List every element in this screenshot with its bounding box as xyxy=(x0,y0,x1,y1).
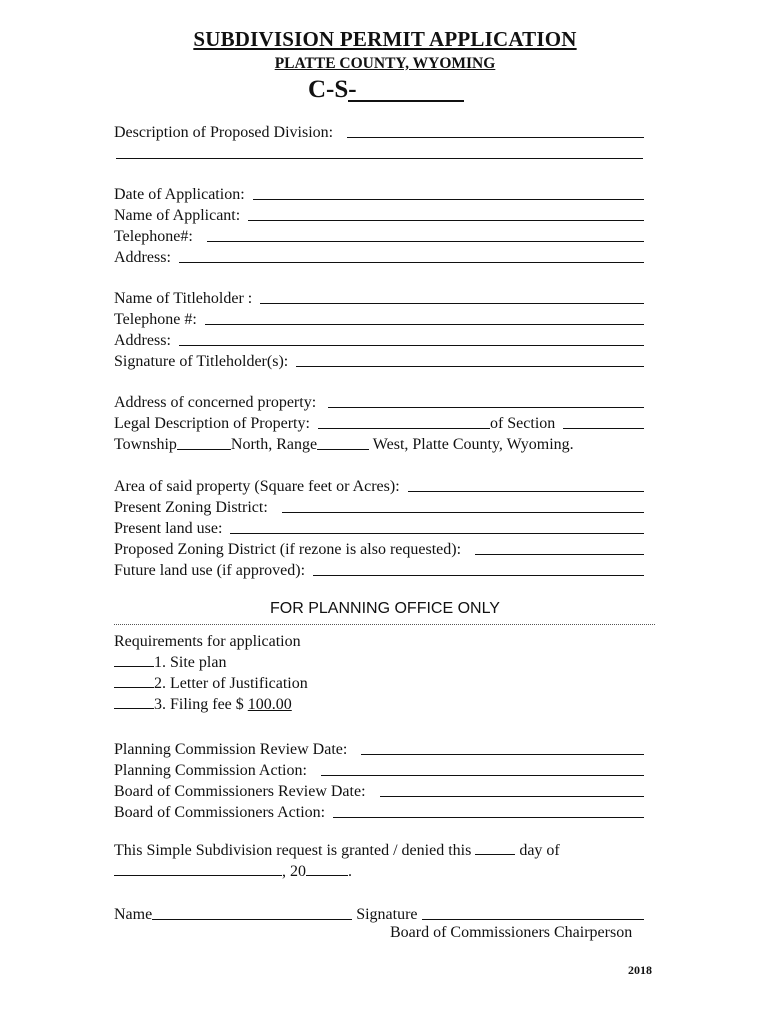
present-zoning-row xyxy=(114,495,644,517)
grant-statement xyxy=(114,842,560,860)
applicant-address-row xyxy=(114,245,644,267)
pc-action-row xyxy=(114,758,644,780)
present-land-use-field[interactable] xyxy=(230,533,644,534)
proposed-zoning-row xyxy=(114,537,644,559)
north-range-label: North, Range xyxy=(230,436,318,453)
boc-review-row xyxy=(114,779,644,801)
date-row xyxy=(114,182,644,204)
requirement-letter xyxy=(114,675,308,693)
titleholder-name-row xyxy=(114,286,644,308)
day-of-text: day of xyxy=(515,842,560,859)
section-divider xyxy=(114,624,655,625)
legal-description-label: Legal Description of Property: xyxy=(114,415,310,432)
form-subtitle: PLATTE COUNTY, WYOMING xyxy=(274,55,496,72)
property-address-row xyxy=(114,390,644,412)
letter-check[interactable] xyxy=(114,687,154,688)
titleholder-telephone-row xyxy=(114,307,644,329)
property-address-field[interactable] xyxy=(328,407,644,408)
boc-review-field[interactable] xyxy=(380,796,644,797)
future-land-use-row xyxy=(114,558,644,580)
applicant-telephone-label: Telephone#: xyxy=(114,228,193,245)
planning-office-heading: FOR PLANNING OFFICE ONLY xyxy=(270,600,500,617)
description-field[interactable] xyxy=(347,137,644,138)
present-land-use-row xyxy=(114,516,644,538)
letter-label: 2. Letter of Justification xyxy=(154,675,308,692)
case-number-field[interactable] xyxy=(348,100,464,102)
description-label: Description of Proposed Division: xyxy=(114,124,334,141)
grant-date-line xyxy=(114,863,352,881)
grant-month-field[interactable] xyxy=(114,875,282,876)
applicant-name-row xyxy=(114,203,644,225)
titleholder-address-row xyxy=(114,328,644,350)
township-label: Township xyxy=(114,436,177,453)
year-prefix: , 20 xyxy=(282,863,306,880)
requirement-site-plan xyxy=(114,654,226,672)
titleholder-name-field[interactable] xyxy=(260,303,644,304)
applicant-telephone-field[interactable] xyxy=(207,241,644,242)
grant-year-field[interactable] xyxy=(306,875,348,876)
titleholder-telephone-label: Telephone #: xyxy=(114,311,197,328)
township-field[interactable] xyxy=(177,449,231,450)
boc-action-row xyxy=(114,800,644,822)
titleholder-telephone-field[interactable] xyxy=(205,324,644,325)
chairperson-title: Board of Commissioners Chairperson xyxy=(390,924,633,941)
proposed-zoning-label: Proposed Zoning District (if rezone is also requested): xyxy=(114,541,462,558)
applicant-telephone-row xyxy=(114,224,644,246)
description-field-line-2[interactable] xyxy=(116,158,643,159)
titleholder-address-label: Address: xyxy=(114,332,171,349)
pc-action-label: Planning Commission Action: xyxy=(114,762,307,779)
area-row xyxy=(114,474,644,496)
chairperson-signature-row xyxy=(114,902,644,924)
form-revision-year: 2018 xyxy=(628,963,652,977)
chairperson-name-field[interactable] xyxy=(152,919,352,920)
future-land-use-label: Future land use (if approved): xyxy=(114,562,306,579)
present-land-use-label: Present land use: xyxy=(114,520,223,537)
pc-review-label: Planning Commission Review Date: xyxy=(114,741,348,758)
form-title: SUBDIVISION PERMIT APPLICATION xyxy=(193,27,577,51)
date-field[interactable] xyxy=(253,199,644,200)
titleholder-name-label: Name of Titleholder : xyxy=(114,290,253,307)
description-row xyxy=(114,120,644,142)
grant-text: This Simple Subdivision request is granted / denied this xyxy=(114,842,476,859)
filing-fee-check[interactable] xyxy=(114,708,154,709)
chairperson-signature-field[interactable] xyxy=(422,919,644,920)
legal-description-row xyxy=(114,411,644,433)
case-number-prefix: C-S- xyxy=(308,76,357,103)
boc-action-field[interactable] xyxy=(333,817,644,818)
titleholder-signature-label: Signature of Titleholder(s): xyxy=(114,353,289,370)
west-platte-label: West, Platte County, Wyoming. xyxy=(369,436,574,453)
site-plan-check[interactable] xyxy=(114,666,154,667)
boc-action-label: Board of Commissioners Action: xyxy=(114,804,326,821)
range-field[interactable] xyxy=(317,449,369,450)
signature-label: Signature xyxy=(352,906,422,923)
site-plan-label: 1. Site plan xyxy=(154,654,227,671)
property-address-label: Address of concerned property: xyxy=(114,394,317,411)
grant-day-field[interactable] xyxy=(475,854,515,855)
applicant-name-label: Name of Applicant: xyxy=(114,207,241,224)
applicant-address-label: Address: xyxy=(114,249,171,266)
titleholder-signature-row xyxy=(114,349,644,371)
date-label: Date of Application: xyxy=(114,186,245,203)
titleholder-address-field[interactable] xyxy=(179,345,644,346)
area-field[interactable] xyxy=(408,491,644,492)
present-zoning-field[interactable] xyxy=(282,512,644,513)
titleholder-signature-field[interactable] xyxy=(296,366,644,367)
requirement-filing-fee xyxy=(114,696,292,714)
township-row xyxy=(114,432,644,454)
applicant-name-field[interactable] xyxy=(248,220,644,221)
present-zoning-label: Present Zoning District: xyxy=(114,499,268,516)
area-label: Area of said property (Square feet or Acres): xyxy=(114,478,400,495)
requirements-label: Requirements for application xyxy=(114,633,301,650)
future-land-use-field[interactable] xyxy=(313,575,644,576)
pc-review-field[interactable] xyxy=(361,754,644,755)
of-section-label: of Section xyxy=(489,415,556,432)
boc-review-label: Board of Commissioners Review Date: xyxy=(114,783,366,800)
name-label: Name xyxy=(114,906,153,923)
year-suffix: . xyxy=(348,863,352,880)
pc-action-field[interactable] xyxy=(321,775,644,776)
applicant-address-field[interactable] xyxy=(179,262,644,263)
filing-fee-amount: 100.00 xyxy=(247,696,292,713)
pc-review-row xyxy=(114,737,644,759)
filing-fee-label: 3. Filing fee $ xyxy=(154,696,248,713)
section-field[interactable] xyxy=(563,428,644,429)
proposed-zoning-field[interactable] xyxy=(475,554,644,555)
legal-description-field[interactable] xyxy=(318,428,490,429)
